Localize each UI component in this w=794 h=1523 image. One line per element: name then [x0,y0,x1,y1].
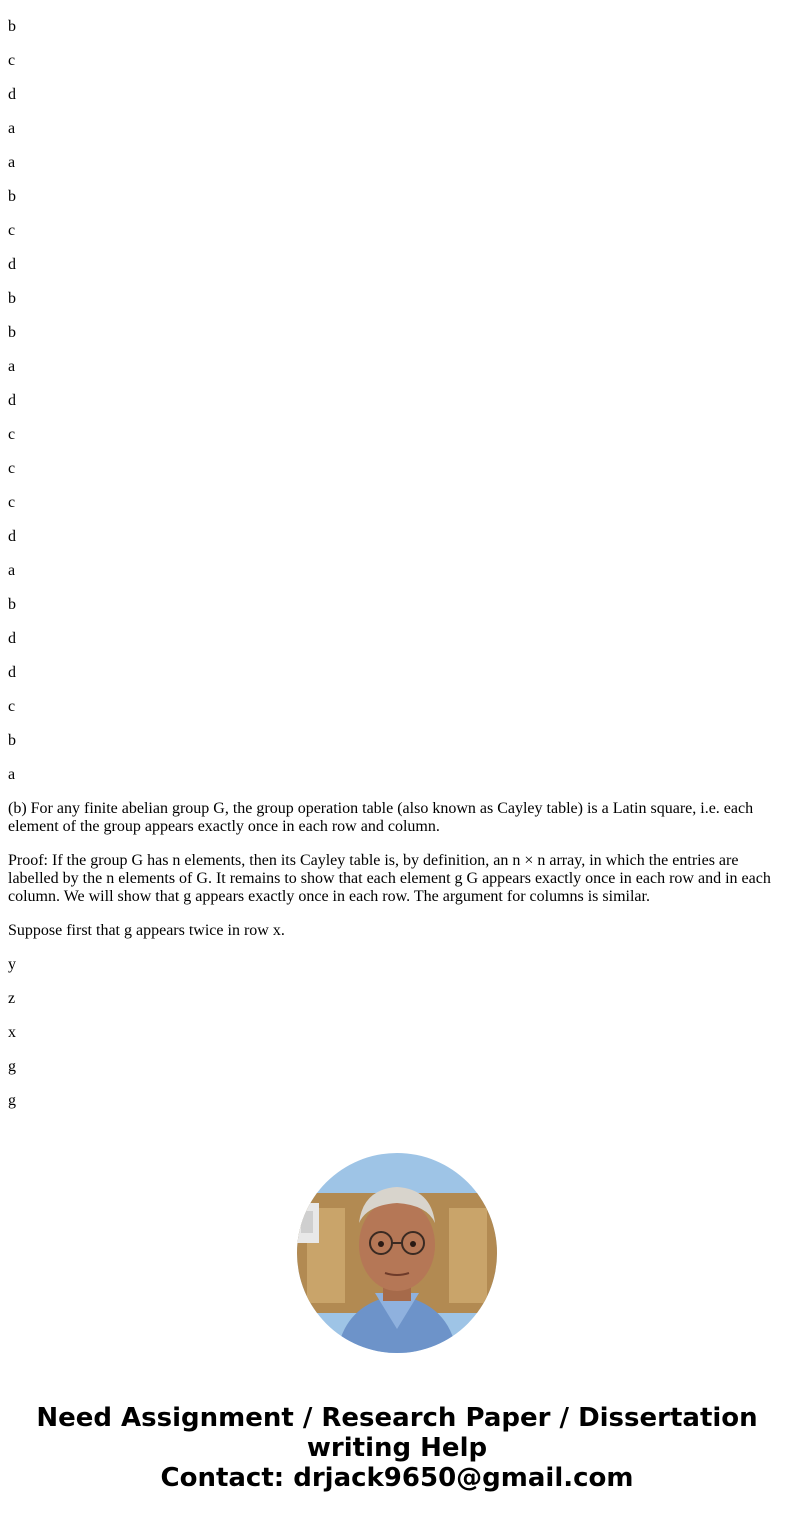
row-cell: z [8,990,16,1007]
table-cell: a [8,120,16,137]
table-cell: c [8,222,16,239]
banner-contact-email: Contact: drjack9650@gmail.com [160,1463,634,1493]
table-cell: a [8,766,16,783]
table-cell: b [8,188,16,205]
row-cell: y [8,956,16,973]
table-cell: d [8,256,16,273]
table-cell: a [8,562,16,579]
banner-line-2: writing Help [306,1433,488,1463]
table-cell: d [8,630,16,647]
table-cell: c [8,698,16,715]
table-cell: c [8,52,16,69]
cayley-table-cells [8,0,778,784]
table-cell: d [8,392,16,409]
contact-banner [0,1403,794,1493]
theorem-statement: (b) For any finite abelian group G, the group operation table (also known as Cayley table) is a Latin square, i.e. each element of the group appears exactly once in each row and column. [8,800,754,835]
row-x-cells [8,956,778,1110]
author-avatar [297,1153,497,1353]
table-cell: b [8,732,16,749]
row-cell: g [8,1092,16,1109]
table-cell: d [8,664,16,681]
table-cell: b [8,18,16,35]
table-cell: b [8,324,16,341]
supposition-paragraph: Suppose first that g appears twice in row x. [8,922,285,939]
proof-paragraph: Proof: If the group G has n elements, then its Cayley table is, by definition, an n × n array, in which the entries are labelled by the n elements of G. It remains to show that each element g G appears exactly once in each row and in each column. We will show that g appears exactly once in each row. The argument for columns is similar. [8,852,771,905]
table-cell [8,0,778,2]
table-cell: c [8,494,16,511]
row-cell: g [8,1058,16,1075]
table-cell: c [8,426,16,443]
table-cell: b [8,596,16,613]
document-body [8,0,778,1126]
table-cell: a [8,154,16,171]
banner-line-1: Need Assignment / Research Paper / Dissertation [36,1403,758,1433]
table-cell: c [8,460,16,477]
row-cell: x [8,1024,16,1041]
author-photo [297,1153,497,1353]
table-cell: a [8,358,16,375]
table-cell: d [8,528,16,545]
table-cell: b [8,290,16,307]
table-cell: d [8,86,16,103]
